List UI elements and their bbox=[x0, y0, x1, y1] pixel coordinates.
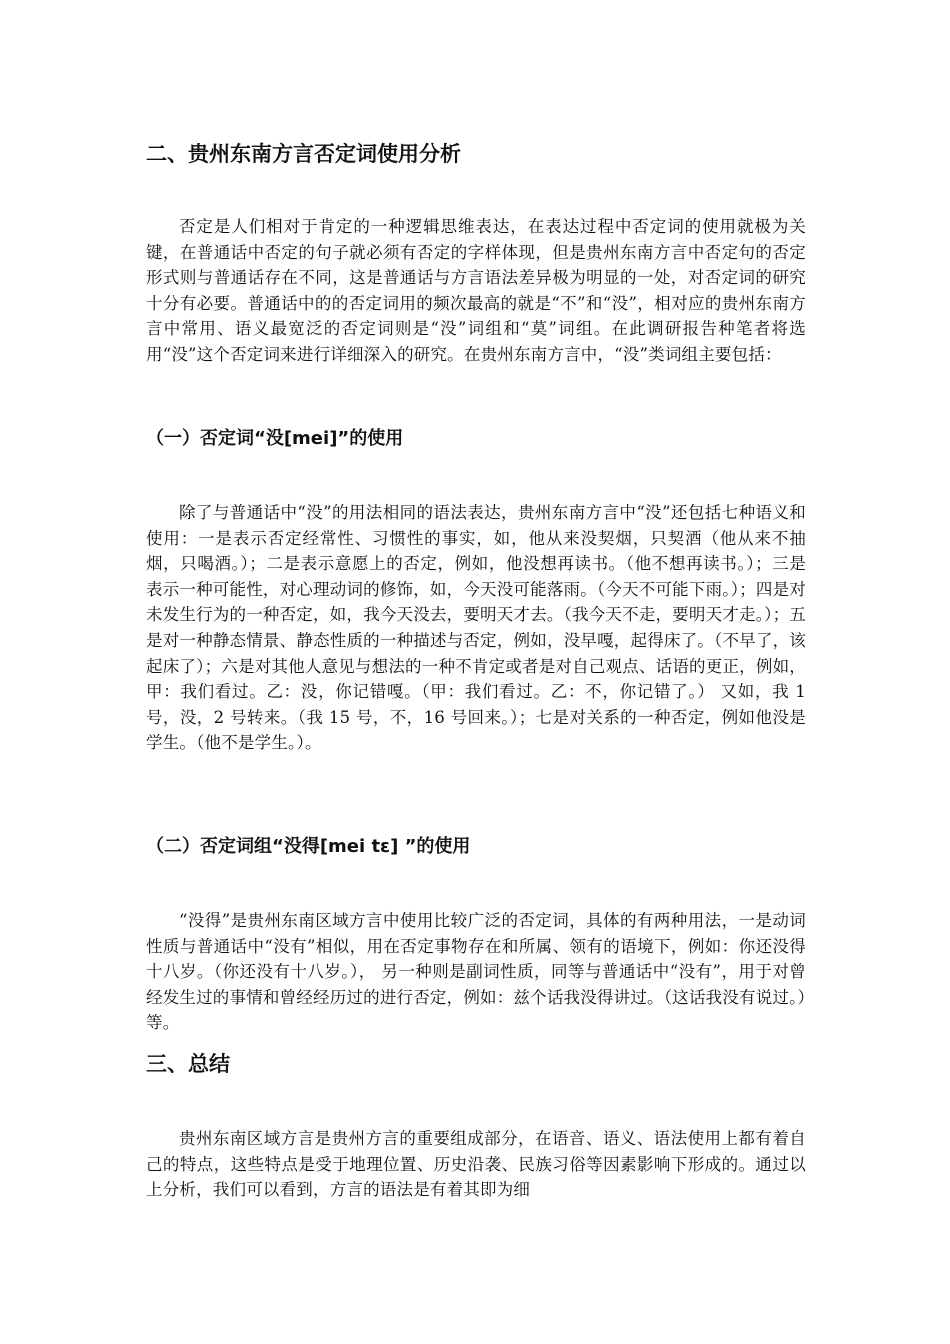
subsection-1-paragraph: 除了与普通话中“没”的用法相同的语法表达，贵州东南方言中“没”还包括七种语义和使用：一是表示否定经常性、习惯性的事实，如，他从来没契烟，只契酒（他从来不抽烟，只喝酒。）；二是表示意愿上的否定，例如，他没想再读书。（他不想再读书。）；三是表示一种可能性，对心理动词的修饰，如，今天没可能落雨。（今天不可能下雨。）；四是对未发生行为的一种否定，如，我今天没去，要明天才去。（我今天不走，要明天才走。）；五是对一种静态情景、静态性质的一种描述与否定，例如，没早嘎，起得床了。（不早了，该起床了）；六是对其他人意见与想法的一种不肯定或者是对自己观点、话语的更正，例如，甲：我们看过。乙：没，你记错嘎。（甲：我们看过。乙：不，你记错了。） 又如，我 1 号，没，2 号转来。（我 15 号，不，16 号回来。）；七是对关系的一种否定，例如他没是学生。（他不是学生。）。 bbox=[146, 503, 806, 753]
section-3-paragraph: 贵州东南区域方言是贵州方言的重要组成部分，在语音、语义、语法使用上都有着自己的特点，这些特点是受于地理位置、历史沿袭、民族习俗等因素影响下形成的。通过以上分析，我们可以看到，方言的语法是有着其即为细 bbox=[146, 1129, 806, 1200]
subsection-2-paragraph: “没得”是贵州东南区域方言中使用比较广泛的否定词，具体的有两种用法，一是动词性质与普通话中“没有”相似，用在否定事物存在和所属、领有的语境下，例如：你还没得十八岁。（你还没有十八岁。）， 另一种则是副词性质，同等与普通话中“没有”，用于对曾经发生过的事情和曾经经历过的进行否定，例如：兹个话我没得讲过。（这话我没有说过。）等。 bbox=[146, 911, 806, 1033]
section-3-heading: 三、总结 bbox=[146, 1052, 230, 1076]
subsection-2-heading: （二）否定词组“没得[mei tɛ] ”的使用 bbox=[146, 836, 471, 857]
subsection-1-heading: （一）否定词“没[mei]”的使用 bbox=[146, 428, 404, 449]
section-2-intro-paragraph: 否定是人们相对于肯定的一种逻辑思维表达，在表达过程中否定词的使用就极为关键，在普通话中否定的句子就必须有否定的字样体现，但是贵州东南方言中否定句的否定形式则与普通话存在不同，这是普通话与方言语法差异极为明显的一处，对否定词的研究十分有必要。普通话中的的否定词用的频次最高的就是“不”和“没”，相对应的贵州东南方言中常用、语义最宽泛的否定词则是“没”词组和“莫”词组。在此调研报告种笔者将选用“没”这个否定词来进行详细深入的研究。在贵州东南方言中，“没”类词组主要包括： bbox=[146, 217, 806, 364]
section-2-heading: 二、贵州东南方言否定词使用分析 bbox=[146, 142, 461, 166]
